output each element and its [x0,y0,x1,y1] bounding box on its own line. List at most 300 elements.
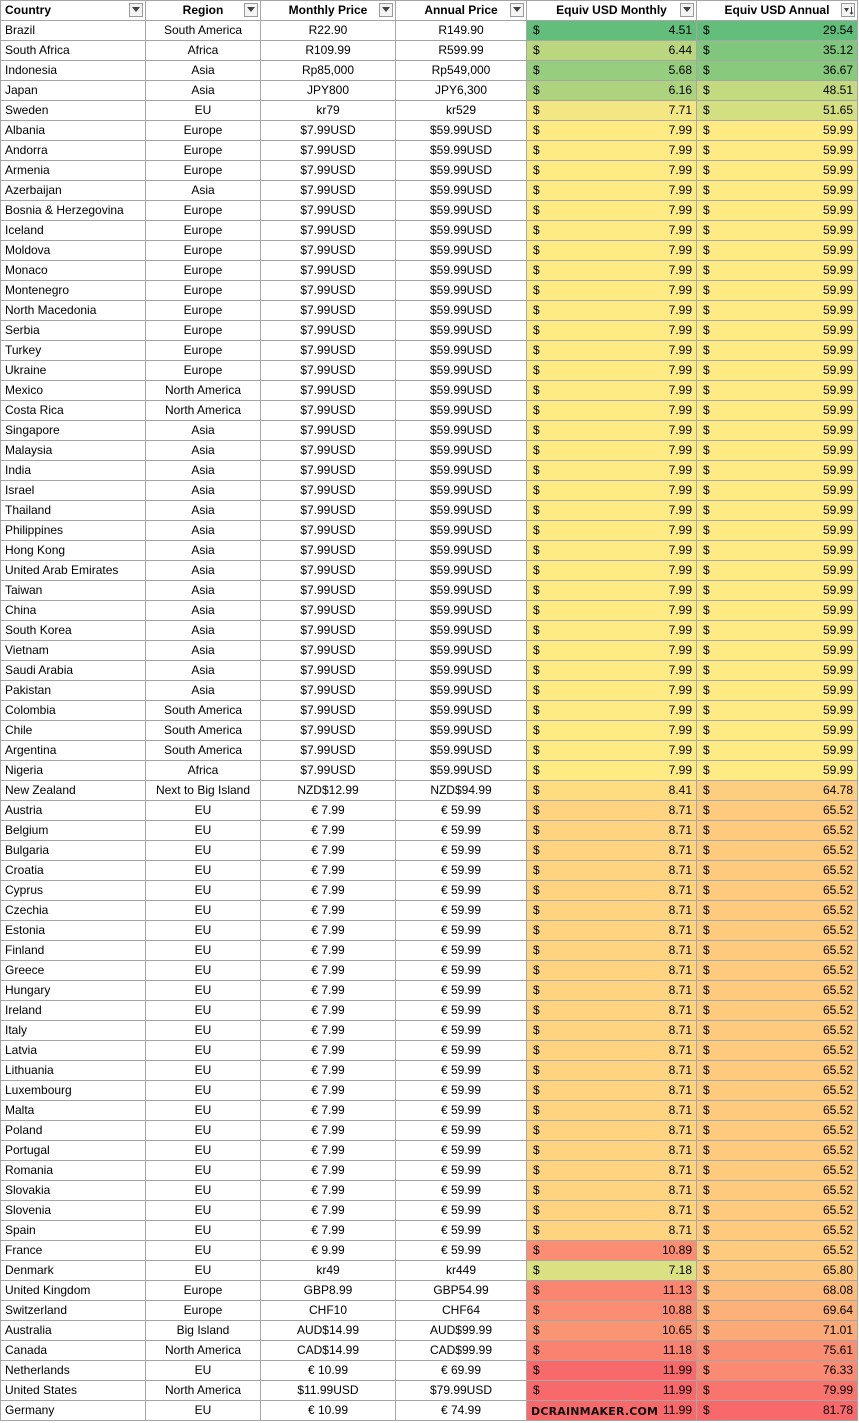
equiv-usd-monthly-cell[interactable] [527,481,697,501]
annual-price-cell[interactable]: $59.99USD [396,201,527,221]
annual-price-cell[interactable]: $59.99USD [396,161,527,181]
equiv-usd-monthly-cell[interactable] [527,461,697,481]
monthly-price-cell[interactable]: $7.99USD [261,541,396,561]
region-cell[interactable]: EU [146,941,261,961]
monthly-price-cell[interactable]: € 9.99 [261,1241,396,1261]
equiv-usd-monthly-cell[interactable] [527,221,697,241]
annual-price-cell[interactable]: € 59.99 [396,1161,527,1181]
country-cell[interactable]: Moldova [1,241,146,261]
region-cell[interactable]: EU [146,801,261,821]
equiv-usd-annual-cell[interactable] [697,161,858,181]
monthly-price-cell[interactable]: R109.99 [261,41,396,61]
equiv-usd-annual-cell[interactable] [697,981,858,1001]
monthly-price-cell[interactable]: $7.99USD [261,221,396,241]
annual-price-cell[interactable]: $59.99USD [396,461,527,481]
monthly-price-cell[interactable]: $7.99USD [261,261,396,281]
region-cell[interactable]: Africa [146,41,261,61]
annual-price-cell[interactable]: $59.99USD [396,361,527,381]
equiv-usd-annual-cell[interactable] [697,1261,858,1281]
equiv-usd-annual-cell[interactable] [697,861,858,881]
equiv-usd-annual-cell[interactable] [697,281,858,301]
region-cell[interactable]: EU [146,1181,261,1201]
monthly-price-cell[interactable]: € 7.99 [261,981,396,1001]
annual-price-cell[interactable]: € 59.99 [396,941,527,961]
annual-price-cell[interactable]: NZD$94.99 [396,781,527,801]
region-cell[interactable]: EU [146,1081,261,1101]
country-cell[interactable]: Argentina [1,741,146,761]
monthly-price-cell[interactable]: kr79 [261,101,396,121]
monthly-price-cell[interactable]: € 7.99 [261,901,396,921]
monthly-price-cell[interactable]: $7.99USD [261,581,396,601]
annual-price-cell[interactable]: € 59.99 [396,1001,527,1021]
equiv-usd-annual-cell[interactable] [697,21,858,41]
annual-price-cell[interactable]: $59.99USD [396,181,527,201]
annual-price-cell[interactable]: € 59.99 [396,881,527,901]
equiv-usd-monthly-cell[interactable] [527,841,697,861]
country-cell[interactable]: South Korea [1,621,146,641]
country-cell[interactable]: Pakistan [1,681,146,701]
region-cell[interactable]: Asia [146,441,261,461]
country-cell[interactable]: Latvia [1,1041,146,1061]
country-cell[interactable]: Mexico [1,381,146,401]
equiv-usd-monthly-cell[interactable] [527,141,697,161]
annual-price-cell[interactable]: $59.99USD [396,121,527,141]
equiv-usd-monthly-cell[interactable] [527,1361,697,1381]
monthly-price-cell[interactable]: $7.99USD [261,761,396,781]
monthly-price-cell[interactable]: $7.99USD [261,661,396,681]
equiv-usd-annual-cell[interactable] [697,1141,858,1161]
equiv-usd-monthly-cell[interactable] [527,521,697,541]
equiv-usd-annual-cell[interactable] [697,701,858,721]
monthly-price-cell[interactable]: $7.99USD [261,161,396,181]
equiv-usd-annual-cell[interactable] [697,341,858,361]
annual-price-cell[interactable]: GBP54.99 [396,1281,527,1301]
equiv-usd-monthly-cell[interactable] [527,781,697,801]
equiv-usd-annual-cell[interactable] [697,1041,858,1061]
annual-price-cell[interactable]: $59.99USD [396,661,527,681]
region-cell[interactable]: EU [146,1141,261,1161]
monthly-price-cell[interactable]: € 7.99 [261,1121,396,1141]
equiv-usd-monthly-cell[interactable] [527,861,697,881]
annual-price-cell[interactable]: $59.99USD [396,421,527,441]
equiv-usd-monthly-cell[interactable] [527,261,697,281]
country-cell[interactable]: Indonesia [1,61,146,81]
country-cell[interactable]: Croatia [1,861,146,881]
monthly-price-cell[interactable]: € 7.99 [261,921,396,941]
annual-price-cell[interactable]: € 59.99 [396,841,527,861]
equiv-usd-annual-cell[interactable] [697,1341,858,1361]
equiv-usd-annual-cell[interactable] [697,501,858,521]
country-cell[interactable]: Iceland [1,221,146,241]
country-cell[interactable]: Austria [1,801,146,821]
equiv-usd-annual-cell[interactable] [697,901,858,921]
monthly-price-cell[interactable]: € 7.99 [261,801,396,821]
annual-price-cell[interactable]: $59.99USD [396,561,527,581]
equiv-usd-monthly-cell[interactable] [527,821,697,841]
equiv-usd-monthly-cell[interactable] [527,1301,697,1321]
country-cell[interactable]: Thailand [1,501,146,521]
equiv-usd-monthly-cell[interactable] [527,981,697,1001]
equiv-usd-annual-cell[interactable] [697,141,858,161]
equiv-usd-annual-cell[interactable] [697,621,858,641]
region-cell[interactable]: South America [146,741,261,761]
region-cell[interactable]: EU [146,1021,261,1041]
country-cell[interactable]: Saudi Arabia [1,661,146,681]
equiv-usd-monthly-cell[interactable] [527,721,697,741]
country-cell[interactable]: Germany [1,1401,146,1421]
annual-price-cell[interactable]: $59.99USD [396,401,527,421]
monthly-price-cell[interactable]: $7.99USD [261,241,396,261]
country-cell[interactable]: Greece [1,961,146,981]
country-cell[interactable]: Turkey [1,341,146,361]
region-cell[interactable]: Europe [146,261,261,281]
region-cell[interactable]: EU [146,1221,261,1241]
annual-price-cell[interactable]: $59.99USD [396,601,527,621]
filter-dropdown-icon[interactable] [510,3,524,17]
annual-price-cell[interactable]: $59.99USD [396,441,527,461]
equiv-usd-monthly-cell[interactable] [527,901,697,921]
equiv-usd-annual-cell[interactable] [697,1381,858,1401]
equiv-usd-monthly-cell[interactable] [527,1141,697,1161]
annual-price-cell[interactable]: $59.99USD [396,481,527,501]
region-cell[interactable]: North America [146,401,261,421]
equiv-usd-monthly-cell[interactable] [527,601,697,621]
annual-price-cell[interactable]: $79.99USD [396,1381,527,1401]
equiv-usd-monthly-cell[interactable] [527,761,697,781]
annual-price-cell[interactable]: $59.99USD [396,241,527,261]
monthly-price-cell[interactable]: R22.90 [261,21,396,41]
annual-price-cell[interactable]: € 74.99 [396,1401,527,1421]
annual-price-cell[interactable]: € 59.99 [396,921,527,941]
monthly-price-cell[interactable]: $7.99USD [261,341,396,361]
country-cell[interactable]: Slovenia [1,1201,146,1221]
country-cell[interactable]: Albania [1,121,146,141]
annual-price-cell[interactable]: € 69.99 [396,1361,527,1381]
equiv-usd-annual-cell[interactable] [697,821,858,841]
region-cell[interactable]: South America [146,721,261,741]
monthly-price-cell[interactable]: $7.99USD [261,441,396,461]
monthly-price-cell[interactable]: € 7.99 [261,961,396,981]
annual-price-cell[interactable]: $59.99USD [396,541,527,561]
region-cell[interactable]: North America [146,1341,261,1361]
equiv-usd-monthly-cell[interactable] [527,41,697,61]
annual-price-cell[interactable]: € 59.99 [396,1081,527,1101]
annual-price-cell[interactable]: $59.99USD [396,701,527,721]
equiv-usd-annual-cell[interactable] [697,1021,858,1041]
region-cell[interactable]: Asia [146,621,261,641]
country-cell[interactable]: Andorra [1,141,146,161]
equiv-usd-annual-cell[interactable] [697,661,858,681]
equiv-usd-annual-cell[interactable] [697,1281,858,1301]
region-cell[interactable]: Africa [146,761,261,781]
region-cell[interactable]: Asia [146,521,261,541]
equiv-usd-monthly-cell[interactable] [527,1181,697,1201]
region-cell[interactable]: EU [146,1061,261,1081]
monthly-price-cell[interactable]: € 7.99 [261,821,396,841]
annual-price-cell[interactable]: € 59.99 [396,1141,527,1161]
monthly-price-cell[interactable]: € 10.99 [261,1361,396,1381]
country-cell[interactable]: Spain [1,1221,146,1241]
equiv-usd-annual-cell[interactable] [697,421,858,441]
equiv-usd-monthly-cell[interactable] [527,81,697,101]
equiv-usd-annual-cell[interactable] [697,881,858,901]
annual-price-cell[interactable]: $59.99USD [396,581,527,601]
annual-price-cell[interactable]: € 59.99 [396,1121,527,1141]
country-cell[interactable]: Belgium [1,821,146,841]
equiv-usd-annual-cell[interactable] [697,561,858,581]
region-cell[interactable]: Europe [146,1301,261,1321]
country-cell[interactable]: Costa Rica [1,401,146,421]
country-cell[interactable]: Estonia [1,921,146,941]
country-cell[interactable]: Sweden [1,101,146,121]
country-cell[interactable]: Slovakia [1,1181,146,1201]
region-cell[interactable]: EU [146,961,261,981]
region-cell[interactable]: EU [146,981,261,1001]
annual-price-cell[interactable]: $59.99USD [396,621,527,641]
country-cell[interactable]: Hungary [1,981,146,1001]
equiv-usd-annual-cell[interactable] [697,961,858,981]
region-cell[interactable]: Europe [146,341,261,361]
country-cell[interactable]: Monaco [1,261,146,281]
country-cell[interactable]: Vietnam [1,641,146,661]
country-cell[interactable]: Philippines [1,521,146,541]
equiv-usd-monthly-cell[interactable] [527,361,697,381]
annual-price-cell[interactable]: CAD$99.99 [396,1341,527,1361]
region-cell[interactable]: Europe [146,1281,261,1301]
country-cell[interactable]: New Zealand [1,781,146,801]
equiv-usd-annual-cell[interactable] [697,1221,858,1241]
monthly-price-cell[interactable]: NZD$12.99 [261,781,396,801]
equiv-usd-monthly-cell[interactable] [527,1001,697,1021]
equiv-usd-monthly-cell[interactable] [527,1121,697,1141]
region-cell[interactable]: EU [146,1261,261,1281]
annual-price-cell[interactable]: $59.99USD [396,281,527,301]
annual-price-cell[interactable]: $59.99USD [396,381,527,401]
equiv-usd-monthly-cell[interactable] [527,681,697,701]
equiv-usd-annual-cell[interactable] [697,361,858,381]
equiv-usd-monthly-cell[interactable] [527,801,697,821]
equiv-usd-annual-cell[interactable] [697,841,858,861]
region-cell[interactable]: Asia [146,561,261,581]
annual-price-cell[interactable]: $59.99USD [396,301,527,321]
annual-price-cell[interactable]: € 59.99 [396,1201,527,1221]
monthly-price-cell[interactable]: $7.99USD [261,681,396,701]
region-cell[interactable]: EU [146,1041,261,1061]
country-cell[interactable]: Singapore [1,421,146,441]
equiv-usd-annual-cell[interactable] [697,681,858,701]
equiv-usd-monthly-cell[interactable] [527,421,697,441]
country-cell[interactable]: Netherlands [1,1361,146,1381]
equiv-usd-annual-cell[interactable] [697,481,858,501]
equiv-usd-annual-cell[interactable] [697,401,858,421]
equiv-usd-monthly-cell[interactable] [527,881,697,901]
annual-price-cell[interactable]: € 59.99 [396,1101,527,1121]
monthly-price-cell[interactable]: € 7.99 [261,1201,396,1221]
monthly-price-cell[interactable]: $7.99USD [261,421,396,441]
country-cell[interactable]: Nigeria [1,761,146,781]
monthly-price-cell[interactable]: € 7.99 [261,861,396,881]
equiv-usd-annual-cell[interactable] [697,1321,858,1341]
equiv-usd-monthly-cell[interactable] [527,101,697,121]
region-cell[interactable]: EU [146,1401,261,1421]
equiv-usd-annual-cell[interactable] [697,781,858,801]
monthly-price-cell[interactable]: AUD$14.99 [261,1321,396,1341]
annual-price-cell[interactable]: JPY6,300 [396,81,527,101]
equiv-usd-monthly-cell[interactable] [527,1101,697,1121]
monthly-price-cell[interactable]: CHF10 [261,1301,396,1321]
equiv-usd-monthly-cell[interactable] [527,1021,697,1041]
monthly-price-cell[interactable]: € 7.99 [261,841,396,861]
region-cell[interactable]: Asia [146,601,261,621]
country-cell[interactable]: Poland [1,1121,146,1141]
country-cell[interactable]: Switzerland [1,1301,146,1321]
equiv-usd-monthly-cell[interactable] [527,181,697,201]
equiv-usd-annual-cell[interactable] [697,1361,858,1381]
equiv-usd-monthly-cell[interactable] [527,341,697,361]
equiv-usd-annual-cell[interactable] [697,521,858,541]
region-cell[interactable]: Asia [146,181,261,201]
monthly-price-cell[interactable]: $11.99USD [261,1381,396,1401]
annual-price-cell[interactable]: € 59.99 [396,1221,527,1241]
equiv-usd-annual-cell[interactable] [697,721,858,741]
monthly-price-cell[interactable]: € 7.99 [261,881,396,901]
region-cell[interactable]: Asia [146,681,261,701]
country-cell[interactable]: Czechia [1,901,146,921]
country-cell[interactable]: Azerbaijan [1,181,146,201]
filter-dropdown-icon[interactable] [129,3,143,17]
equiv-usd-annual-cell[interactable] [697,801,858,821]
monthly-price-cell[interactable]: $7.99USD [261,501,396,521]
region-cell[interactable]: Asia [146,581,261,601]
region-cell[interactable]: Next to Big Island [146,781,261,801]
region-cell[interactable]: EU [146,841,261,861]
monthly-price-cell[interactable]: $7.99USD [261,521,396,541]
monthly-price-cell[interactable]: $7.99USD [261,181,396,201]
equiv-usd-annual-cell[interactable] [697,121,858,141]
equiv-usd-annual-cell[interactable] [697,761,858,781]
monthly-price-cell[interactable]: $7.99USD [261,621,396,641]
monthly-price-cell[interactable]: $7.99USD [261,481,396,501]
equiv-usd-annual-cell[interactable] [697,101,858,121]
region-cell[interactable]: Big Island [146,1321,261,1341]
region-cell[interactable]: Asia [146,661,261,681]
equiv-usd-annual-cell[interactable] [697,1061,858,1081]
annual-price-cell[interactable]: AUD$99.99 [396,1321,527,1341]
annual-price-cell[interactable]: $59.99USD [396,141,527,161]
region-cell[interactable]: Europe [146,221,261,241]
country-cell[interactable]: France [1,1241,146,1261]
country-cell[interactable]: Israel [1,481,146,501]
region-cell[interactable]: EU [146,1241,261,1261]
monthly-price-cell[interactable]: CAD$14.99 [261,1341,396,1361]
equiv-usd-monthly-cell[interactable] [527,161,697,181]
monthly-price-cell[interactable]: $7.99USD [261,201,396,221]
equiv-usd-annual-cell[interactable] [697,181,858,201]
annual-price-cell[interactable]: € 59.99 [396,1241,527,1261]
annual-price-cell[interactable]: € 59.99 [396,1181,527,1201]
country-cell[interactable]: Cyprus [1,881,146,901]
equiv-usd-monthly-cell[interactable] [527,1341,697,1361]
region-cell[interactable]: Asia [146,541,261,561]
country-cell[interactable]: North Macedonia [1,301,146,321]
country-cell[interactable]: South Africa [1,41,146,61]
monthly-price-cell[interactable]: $7.99USD [261,321,396,341]
equiv-usd-monthly-cell[interactable] [527,961,697,981]
equiv-usd-annual-cell[interactable] [697,741,858,761]
country-cell[interactable]: Malta [1,1101,146,1121]
annual-price-cell[interactable]: € 59.99 [396,1041,527,1061]
equiv-usd-monthly-cell[interactable] [527,21,697,41]
country-cell[interactable]: India [1,461,146,481]
equiv-usd-monthly-cell[interactable] [527,301,697,321]
region-cell[interactable]: EU [146,1201,261,1221]
equiv-usd-monthly-cell[interactable] [527,541,697,561]
region-cell[interactable]: EU [146,881,261,901]
sort-descending-filter-icon[interactable] [841,3,855,17]
monthly-price-cell[interactable]: € 7.99 [261,1101,396,1121]
monthly-price-cell[interactable]: € 10.99 [261,1401,396,1421]
equiv-usd-annual-cell[interactable] [697,461,858,481]
region-cell[interactable]: Europe [146,201,261,221]
region-cell[interactable]: Europe [146,121,261,141]
country-cell[interactable]: Colombia [1,701,146,721]
monthly-price-cell[interactable]: Rp85,000 [261,61,396,81]
monthly-price-cell[interactable]: € 7.99 [261,1001,396,1021]
country-cell[interactable]: Chile [1,721,146,741]
equiv-usd-monthly-cell[interactable] [527,501,697,521]
region-cell[interactable]: EU [146,1101,261,1121]
equiv-usd-monthly-cell[interactable] [527,701,697,721]
equiv-usd-monthly-cell[interactable] [527,121,697,141]
country-cell[interactable]: Lithuania [1,1061,146,1081]
country-cell[interactable]: Armenia [1,161,146,181]
monthly-price-cell[interactable]: $7.99USD [261,721,396,741]
equiv-usd-annual-cell[interactable] [697,81,858,101]
region-cell[interactable]: Europe [146,321,261,341]
region-cell[interactable]: EU [146,1121,261,1141]
equiv-usd-annual-cell[interactable] [697,381,858,401]
equiv-usd-annual-cell[interactable] [697,1401,858,1421]
equiv-usd-annual-cell[interactable] [697,221,858,241]
equiv-usd-annual-cell[interactable] [697,941,858,961]
equiv-usd-monthly-cell[interactable] [527,941,697,961]
region-cell[interactable]: Europe [146,301,261,321]
monthly-price-cell[interactable]: $7.99USD [261,641,396,661]
monthly-price-cell[interactable]: € 7.99 [261,1021,396,1041]
annual-price-cell[interactable]: € 59.99 [396,861,527,881]
monthly-price-cell[interactable]: $7.99USD [261,381,396,401]
equiv-usd-monthly-cell[interactable] [527,201,697,221]
equiv-usd-monthly-cell[interactable] [527,1201,697,1221]
equiv-usd-annual-cell[interactable] [697,921,858,941]
equiv-usd-annual-cell[interactable] [697,1081,858,1101]
annual-price-cell[interactable]: Rp549,000 [396,61,527,81]
equiv-usd-monthly-cell[interactable] [527,321,697,341]
equiv-usd-annual-cell[interactable] [697,581,858,601]
region-cell[interactable]: Asia [146,421,261,441]
region-cell[interactable]: Asia [146,641,261,661]
equiv-usd-annual-cell[interactable] [697,61,858,81]
monthly-price-cell[interactable]: kr49 [261,1261,396,1281]
equiv-usd-monthly-cell[interactable] [527,741,697,761]
region-cell[interactable]: South America [146,701,261,721]
country-cell[interactable]: Bulgaria [1,841,146,861]
equiv-usd-annual-cell[interactable] [697,321,858,341]
equiv-usd-monthly-cell[interactable] [527,1261,697,1281]
annual-price-cell[interactable]: CHF64 [396,1301,527,1321]
monthly-price-cell[interactable]: $7.99USD [261,121,396,141]
equiv-usd-monthly-cell[interactable] [527,561,697,581]
